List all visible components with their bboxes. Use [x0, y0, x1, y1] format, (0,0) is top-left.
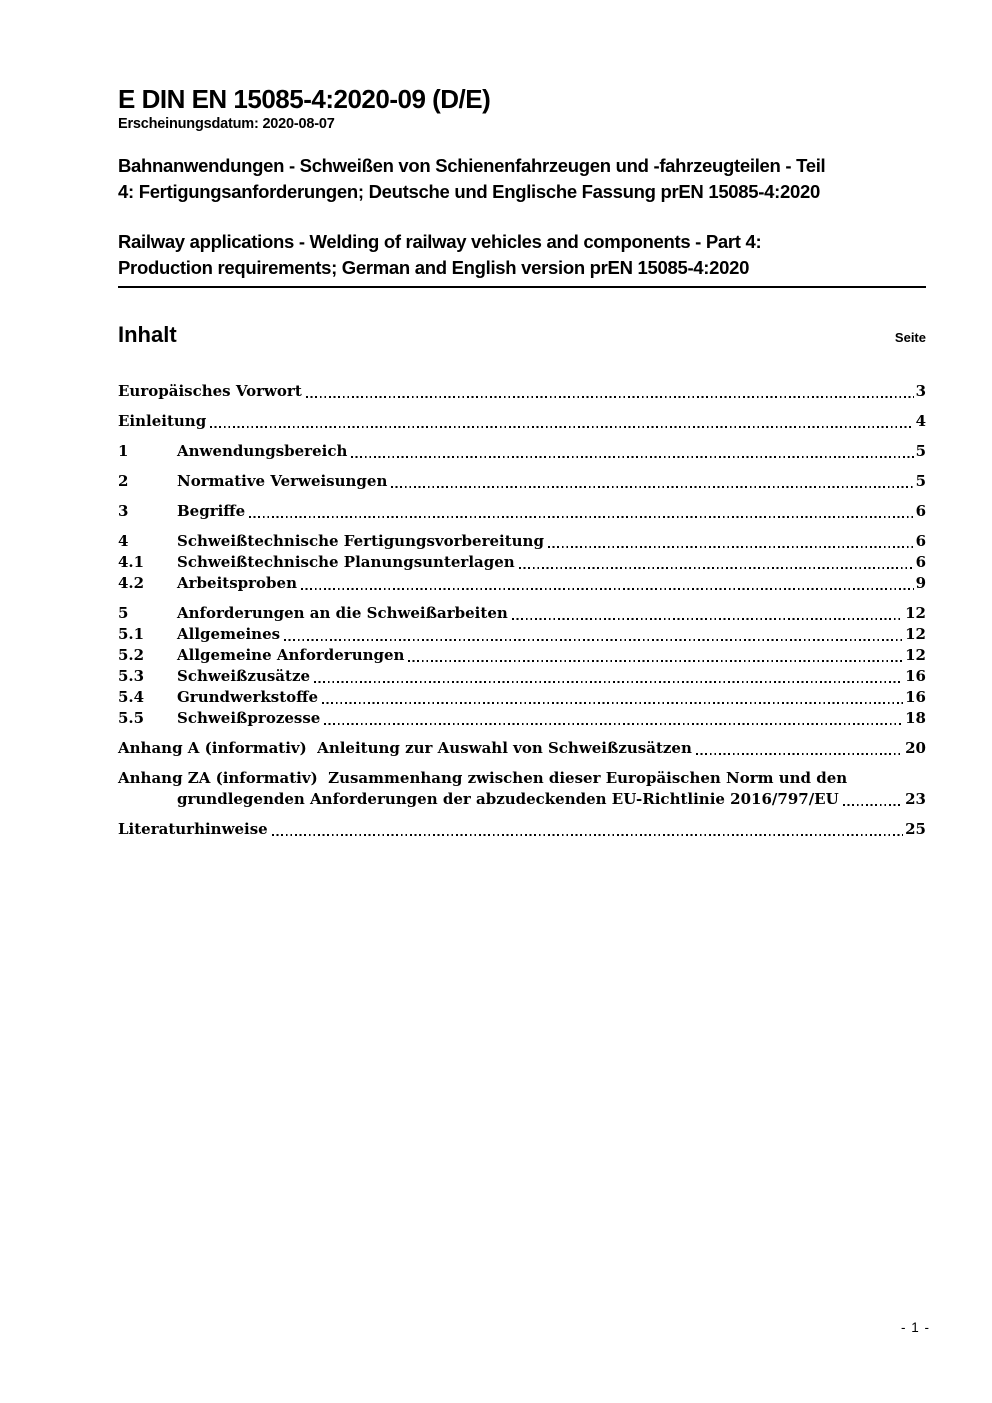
- toc-entry-5-4: [118, 687, 926, 708]
- toc-entry-label: Begriffe: [177, 502, 246, 520]
- toc-page-number: 6: [915, 502, 926, 520]
- toc-entry-label: Anhang A (informativ) Anleitung zur Auswahl von Schweißzusätzen: [118, 739, 692, 757]
- toc-entry-number: 5.4: [118, 688, 145, 706]
- toc-entry-label: Literaturhinweise: [118, 820, 268, 838]
- toc-entry-anhang-za-line1: [118, 768, 926, 789]
- english-title-line1: Railway applications - Welding of railway vehicles and components - Part 4:: [118, 231, 762, 252]
- toc-entry-label: Anwendungsbereich: [177, 442, 348, 460]
- dot-leader: [843, 804, 903, 806]
- dot-leader: [408, 660, 903, 662]
- toc-entry-label: Anforderungen an die Schweißarbeiten: [177, 604, 508, 622]
- toc-entry-number: 5.3: [118, 667, 145, 685]
- toc-entry-4: [118, 531, 926, 552]
- toc-entry-einleitung: [118, 411, 926, 432]
- dot-leader: [210, 426, 913, 428]
- toc-entry-label: Arbeitsproben: [177, 574, 297, 592]
- toc-page-number: 4: [915, 412, 926, 430]
- toc-entry-label: Normative Verweisungen: [177, 472, 388, 490]
- toc-page-number: 6: [915, 532, 926, 550]
- toc-entry-label: Allgemeines: [177, 625, 281, 643]
- dot-leader: [548, 546, 914, 548]
- toc-entry-number: 5: [118, 604, 129, 622]
- toc-page-number: 23: [905, 790, 926, 808]
- toc-page-number: 6: [915, 553, 926, 571]
- toc-entry-label: Schweißtechnische Fertigungsvorbereitung: [177, 532, 544, 550]
- toc-page-number: 20: [905, 739, 926, 757]
- toc-entry-anhang-za-line2: [118, 789, 926, 810]
- toc-page-number: 18: [905, 709, 926, 727]
- doc-code: E DIN EN 15085-4:2020-09 (D/E): [118, 84, 491, 114]
- toc-entry-5: [118, 603, 926, 624]
- dot-leader: [696, 753, 903, 755]
- toc-entry-europaeisches-vorwort: [118, 381, 926, 402]
- toc-page-number: 16: [905, 667, 926, 685]
- dot-leader: [322, 702, 903, 704]
- page-column-label: Seite: [894, 330, 926, 345]
- toc-entry-number: 4.2: [118, 574, 145, 592]
- toc-entry-number: 5.5: [118, 709, 145, 727]
- dot-leader: [306, 396, 914, 398]
- toc-entry-label: Grundwerkstoffe: [177, 688, 318, 706]
- dot-leader: [512, 618, 903, 620]
- toc-entry-label: Schweißzusätze: [177, 667, 311, 685]
- toc-entry-5-2: [118, 645, 926, 666]
- toc-entry-label: Schweißprozesse: [177, 709, 321, 727]
- toc-page-number: 3: [915, 382, 926, 400]
- dot-leader: [284, 639, 903, 641]
- page-number-footer: - 1 -: [900, 1320, 930, 1335]
- publication-date: Erscheinungsdatum: 2020-08-07: [118, 116, 335, 132]
- document-page: [118, 0, 926, 840]
- dot-leader: [391, 486, 913, 488]
- german-title-line1: Bahnanwendungen - Schweißen von Schienenfahrzeugen und -fahrzeugteilen - Teil: [118, 155, 826, 176]
- toc-header-row: [118, 322, 926, 347]
- toc-entry-3: [118, 501, 926, 522]
- toc-entry-label: Europäisches Vorwort: [118, 382, 302, 400]
- dot-leader: [519, 567, 914, 569]
- toc-entry-number: 3: [118, 502, 129, 520]
- toc-page-number: 12: [905, 625, 926, 643]
- dot-leader: [324, 723, 903, 725]
- toc-page-number: 16: [905, 688, 926, 706]
- toc-entry-number: 5.2: [118, 646, 145, 664]
- toc-entry-4-1: [118, 552, 926, 573]
- dot-leader: [272, 834, 903, 836]
- toc-page-number: 9: [915, 574, 926, 592]
- dot-leader: [351, 456, 913, 458]
- toc-page-number: 5: [915, 472, 926, 490]
- toc-entry-5-1: [118, 624, 926, 645]
- toc-entry-anhang-a: [118, 738, 926, 759]
- toc-entry-label: Anhang ZA (informativ) Zusammenhang zwischen dieser Europäischen Norm und den: [118, 769, 848, 787]
- toc-page-number: 5: [915, 442, 926, 460]
- title-divider-rule: [118, 286, 926, 288]
- toc-entry-label: Schweißtechnische Planungsunterlagen: [177, 553, 515, 571]
- toc-entry-number: 2: [118, 472, 129, 490]
- english-title: [118, 229, 926, 281]
- toc-heading: Inhalt: [118, 322, 177, 347]
- toc-entry-number: 4: [118, 532, 129, 550]
- table-of-contents: [118, 381, 926, 840]
- toc-entry-label: Allgemeine Anforderungen: [177, 646, 405, 664]
- toc-entry-literaturhinweise: [118, 819, 926, 840]
- toc-entry-5-3: [118, 666, 926, 687]
- toc-entry-label: grundlegenden Anforderungen der abzudeckenden EU-Richtlinie 2016/797/EU: [177, 790, 839, 808]
- german-title: [118, 153, 926, 205]
- toc-page-number: 12: [905, 604, 926, 622]
- toc-entry-4-2: [118, 573, 926, 594]
- dot-leader: [314, 681, 903, 683]
- toc-entry-1: [118, 441, 926, 462]
- toc-page-number: 25: [905, 820, 926, 838]
- toc-page-number: 12: [905, 646, 926, 664]
- toc-entry-label: Einleitung: [118, 412, 207, 430]
- toc-entry-number: 4.1: [118, 553, 145, 571]
- toc-entry-number: 5.1: [118, 625, 145, 643]
- toc-entry-5-5: [118, 708, 926, 729]
- toc-entry-number: 1: [118, 442, 129, 460]
- dot-leader: [301, 588, 914, 590]
- toc-entry-2: [118, 471, 926, 492]
- german-title-line2: 4: Fertigungsanforderungen; Deutsche und Englische Fassung prEN 15085-4:2020: [118, 181, 820, 202]
- english-title-line2: Production requirements; German and English version prEN 15085-4:2020: [118, 257, 750, 278]
- dot-leader: [249, 516, 913, 518]
